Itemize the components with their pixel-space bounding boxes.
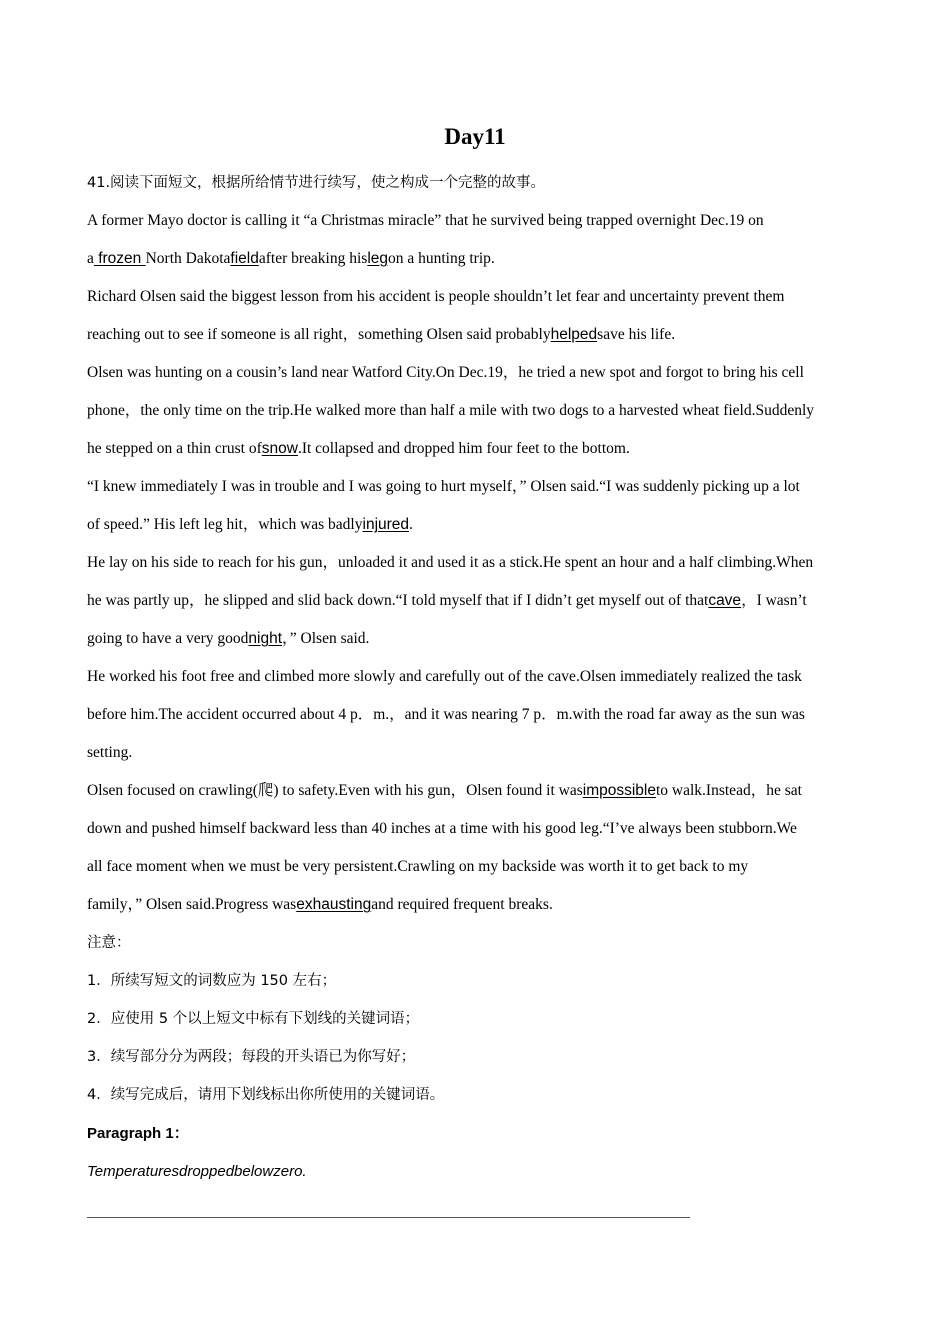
text-run: North Dakota	[145, 250, 231, 267]
text-run: after breaking his	[258, 250, 368, 267]
story-line: phone，the only time on the trip.He walked more than half a mile with two dogs to a harvested wheat field.Suddenly	[87, 402, 815, 419]
story-line	[87, 886, 864, 924]
text-run: reaching out to see if someone is all right，something Olsen said probably	[87, 326, 551, 343]
keyword-frozen	[94, 250, 146, 267]
text-run: a	[87, 250, 94, 267]
story-line: Richard Olsen said the biggest lesson from his accident is people shouldn’t let fear and uncertainty prevent them	[87, 288, 785, 305]
text-run: ，” Olsen said.	[282, 630, 370, 647]
story-line: before him.The accident occurred about 4 p．m.，and it was nearing 7 p．m.with the road far away as the sun was	[87, 706, 805, 723]
keyword-helped: helped	[550, 326, 598, 343]
text-run: Olsen focused on crawling(爬) to safety.Even with his gun，Olsen found it was	[87, 782, 583, 799]
keyword-exhausting: exhausting	[296, 896, 372, 913]
keyword-night: night	[248, 630, 283, 647]
instruction: 41.阅读下面短文，根据所给情节进行续写，使之构成一个完整的故事。	[87, 175, 546, 191]
text-run: save his life.	[597, 326, 676, 343]
text-run: on a hunting trip.	[388, 250, 495, 267]
text-run: .It collapsed and dropped him four feet to the bottom.	[297, 440, 630, 457]
story-line: setting.	[87, 744, 133, 761]
note-item: 3．续写部分分为两段；每段的开头语已为你写好；	[87, 1049, 416, 1065]
keyword-snow: snow	[261, 440, 298, 457]
keyword-cave: cave	[708, 592, 742, 609]
story-line	[87, 582, 864, 620]
story-line	[87, 316, 864, 354]
note-item: 4．续写完成后，请用下划线标出你所使用的关键词语。	[87, 1087, 445, 1103]
story-line	[87, 506, 864, 544]
text-run: family，” Olsen said.Progress was	[87, 896, 297, 913]
story-line: A former Mayo doctor is calling it “a Christmas miracle” that he survived being trapped overnight Dec.19 on	[87, 212, 764, 229]
text-run: he was partly up，he slipped and slid back down.“I told myself that if I didn’t get myself out of that	[87, 592, 709, 609]
text-run: he stepped on a thin crust of	[87, 440, 262, 457]
story-line: He lay on his side to reach for his gun，unloaded it and used it as a stick.He spent an hour and a half climbing.When	[87, 554, 814, 571]
text-run: .	[409, 516, 413, 533]
text-run: to walk.Instead，he sat	[656, 782, 802, 799]
paragraph1-opening: Temperaturesdroppedbelowzero.	[87, 1163, 307, 1180]
story-line: down and pushed himself backward less than 40 inches at a time with his good leg.“I’ve always been stubborn.We	[87, 820, 797, 837]
note-item: 1．所续写短文的词数应为 150 左右；	[87, 973, 337, 989]
text-run: and required frequent breaks.	[371, 896, 553, 913]
story-line: all face moment when we must be very persistent.Crawling on my backside was worth it to get back to my	[87, 858, 749, 875]
story-line: He worked his foot free and climbed more slowly and carefully out of the cave.Olsen immediately realized the task	[87, 668, 802, 685]
paragraph1-label: Paragraph 1：	[87, 1125, 189, 1142]
keyword-injured: injured	[362, 516, 410, 533]
keyword-leg: leg	[367, 250, 388, 267]
story-line	[87, 772, 864, 810]
story-line	[87, 240, 864, 278]
keyword-impossible: impossible	[582, 782, 656, 799]
text-run: ，I wasn’t	[741, 592, 807, 609]
story-line	[87, 620, 864, 658]
text-run: going to have a very good	[87, 630, 249, 647]
text-run: of speed.” His left leg hit，which was badly	[87, 516, 363, 533]
notes-heading: 注意：	[87, 935, 131, 951]
keyword-field: field	[230, 250, 259, 267]
answer-line[interactable]	[87, 1217, 690, 1218]
keyword-text: frozen	[98, 250, 142, 267]
story-line	[87, 430, 864, 468]
note-item: 2．应使用 5 个以上短文中标有下划线的关键词语；	[87, 1011, 420, 1027]
story-line: Olsen was hunting on a cousin’s land near Watford City.On Dec.19，he tried a new spot and forgot to bring his cell	[87, 364, 804, 381]
story-line: “I knew immediately I was in trouble and I was going to hurt myself，” Olsen said.“I was suddenly picking up a lot	[87, 478, 800, 495]
page-title: Day11	[444, 124, 506, 149]
